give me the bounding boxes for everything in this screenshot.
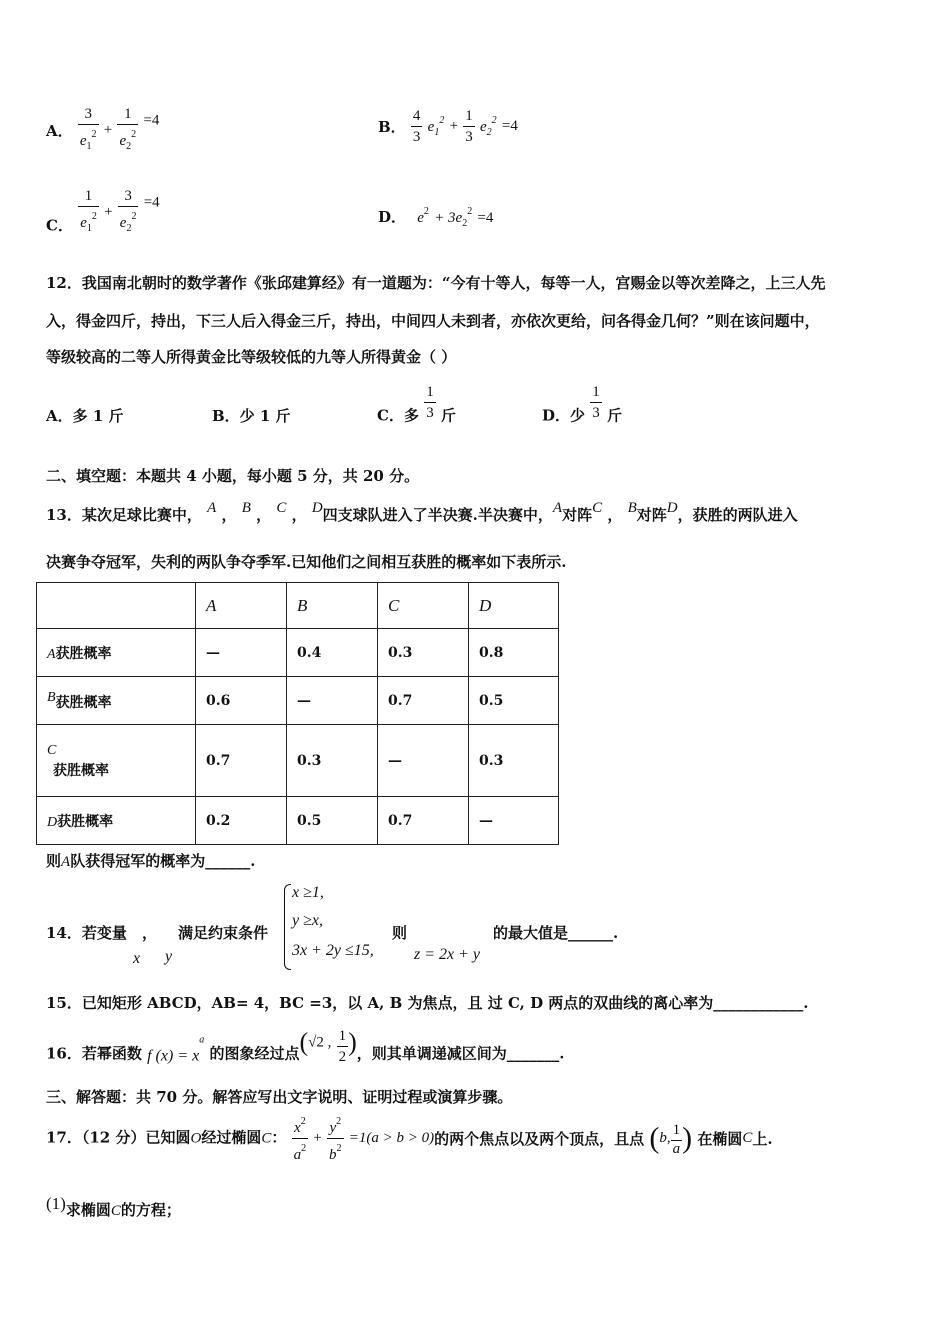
q12-line1: 12．我国南北朝时的数学著作《张邱建算经》有一道题为：“今有十等人，每等一人，宫赐金以等次差降之，上三人先 [46, 274, 826, 292]
q15-text: 15．已知矩形 ABCD，AB= 4，BC =3，以 A, B 为焦点，且 过 C, D 两点的双曲线的离心率为____________. [46, 994, 809, 1012]
table-row [37, 677, 559, 725]
table-cell: 0.8 [469, 629, 559, 677]
table-header-cell: D [469, 583, 559, 629]
table-cell: 0.6 [196, 677, 287, 725]
table-header-cell: A [196, 583, 287, 629]
q13-answer-line: 则A队获得冠军的概率为______. [46, 852, 256, 870]
table-cell: 0.4 [287, 629, 378, 677]
q14-var-y: y [165, 948, 173, 965]
q17-line: 17．（12 分）已知圆O经过椭圆C： $\frac{x^2}{a^2}$ + $\frac{y^2}{b^2}$ =1(a > b > 0)的两个焦点以及两个顶点，且点 (b, $\frac{1}{a}$) 在椭圆C上. [46, 1112, 773, 1165]
row-label: C 获胜概率 [37, 725, 196, 797]
q11b-frac1: $\frac{4}{3}$ [412, 108, 421, 145]
table-header-row [37, 583, 559, 629]
q14-then: 则 [392, 924, 408, 942]
table-cell: 0.5 [469, 677, 559, 725]
table-cell: — [287, 677, 378, 725]
q11b-frac2: $\frac{1}{3}$ [465, 108, 473, 145]
q14-constraint-2: y ≥x, [292, 912, 323, 929]
q11c-frac1: $\frac{1}{e_1^2}$ [80, 188, 97, 234]
q14-constraint-1: x ≥1, [292, 884, 324, 901]
table-row [37, 725, 559, 797]
table-cell: 0.2 [196, 797, 287, 845]
q12-line3: 等级较高的二等人所得黄金比等级较低的九等人所得黄金（ ） [46, 348, 457, 366]
q11-option-b: B． $\frac{4}{3}$ $e_1^2$ + $\frac{1}{3}$ $e_2^2 =4$ [378, 108, 518, 145]
q16-line: 16．若幂函数 f $(x) = x^a$ 的图象经过点(√2 , $\frac{1}{2}$ )，则其单调递减区间为_______. [46, 1027, 565, 1065]
table-cell: — [469, 797, 559, 845]
table-cell: 0.5 [287, 797, 378, 845]
row-label: A获胜概率 [37, 629, 196, 677]
q11a-frac2: $\frac{1}{e_2^2}$ [119, 106, 137, 152]
q12-option-d: D．少 $\frac{1}{3}$ 斤 [542, 384, 622, 425]
table-cell: 0.7 [378, 797, 469, 845]
q14-constraint-3: 3x + 2y ≤15, [292, 942, 374, 959]
table-header-cell: B [287, 583, 378, 629]
table-cell: 0.3 [469, 725, 559, 797]
q12-line2: 入，得金四斤，持出，下三人后入得金三斤，持出，中间四人未到者，亦依次更给，问各得金几何？”则在该问题中， [46, 312, 820, 330]
q12-option-a: A．多 1 斤 [46, 407, 124, 425]
q14-objective: z = 2x + y [414, 946, 481, 963]
q14-comma: ， [142, 924, 158, 942]
q14-prefix: 14．若变量 [46, 924, 127, 942]
q12-option-c: C．多 $\frac{1}{3}$ 斤 [377, 384, 456, 425]
q12-option-b: B．少 1 斤 [212, 407, 291, 425]
q14-suffix: 的最大值是______. [493, 924, 619, 942]
q14-brace [284, 884, 291, 970]
table-cell: 0.3 [287, 725, 378, 797]
probability-table [36, 582, 559, 845]
table-header-cell: C [378, 583, 469, 629]
row-label: D获胜概率 [37, 797, 196, 845]
table-cell: — [196, 629, 287, 677]
q13-line2: 决赛争夺冠军，失利的两队争夺季军.已知他们之间相互获胜的概率如下表所示. [46, 553, 567, 571]
q14-mid: 满足约束条件 [178, 924, 269, 942]
table-cell: — [378, 725, 469, 797]
q11-option-d: D． $e^2 + 3e_2^2 =4$ [378, 206, 494, 229]
q11a-frac1: $\frac{3}{e_1^2}$ [79, 106, 97, 152]
q11-option-c: C． $\frac{1}{e_1^2}$ + $\frac{3}{e_2^2}$ =4 [46, 186, 160, 239]
table-cell: 0.3 [378, 629, 469, 677]
q13-line1: 13．某次足球比赛中， A ， B ， C ， D四支球队进入了半决赛.半决赛中，A对阵C ， B对阵D，获胜的两队进入 [46, 500, 798, 524]
section-3-heading: 三、解答题：共 70 分。解答应写出文字说明、证明过程或演算步骤。 [46, 1088, 513, 1106]
q14-var-x: x [133, 950, 141, 967]
table-cell: 0.7 [378, 677, 469, 725]
table-cell: 0.7 [196, 725, 287, 797]
section-2-heading: 二、填空题：本题共 4 小题，每小题 5 分，共 20 分。 [46, 467, 420, 485]
q11-option-a: A． $\frac{3}{e_1^2}$ + $\frac{1}{e_2^2}$ =4 [46, 104, 159, 157]
row-label: B获胜概率 [37, 677, 196, 725]
q11c-frac2: $\frac{3}{e_2^2}$ [119, 188, 137, 234]
table-row [37, 629, 559, 677]
table-row [37, 797, 559, 845]
q17-sub1: (1)求椭圆C的方程； [46, 1194, 181, 1219]
table-header-cell [37, 583, 196, 629]
